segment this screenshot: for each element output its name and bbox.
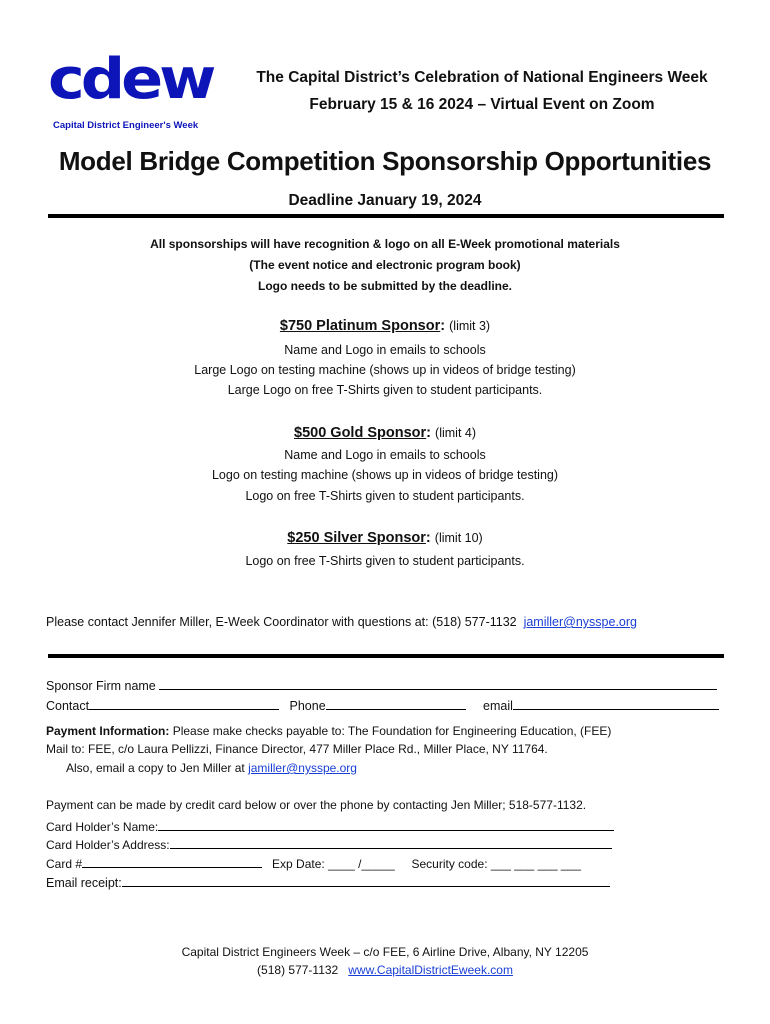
divider-middle bbox=[48, 654, 724, 658]
card-holder-address-row bbox=[46, 836, 612, 852]
footer-contact bbox=[0, 963, 770, 977]
silver-colon: : bbox=[425, 530, 431, 546]
card-holder-name-field[interactable] bbox=[158, 818, 614, 831]
platinum-limit: (limit 3) bbox=[449, 319, 491, 333]
contact-row bbox=[46, 697, 726, 713]
card-number-field[interactable] bbox=[82, 855, 262, 868]
silver-benefit: Logo on free T-Shirts given to student participants. bbox=[245, 554, 525, 568]
card-intro: Payment can be made by credit card below or over the phone by contacting Jen Miller; 518-577-1132. bbox=[46, 798, 587, 812]
contact-field[interactable] bbox=[89, 697, 279, 710]
gold-limit: (limit 4) bbox=[435, 426, 476, 440]
gold-heading bbox=[0, 425, 770, 441]
gold-colon: : bbox=[426, 425, 431, 441]
card-holder-address-field[interactable] bbox=[170, 836, 612, 849]
email-receipt-label: Email receipt: bbox=[46, 876, 122, 890]
header-line-2: February 15 & 16 2024 – Virtual Event on Zoom bbox=[309, 96, 655, 113]
silver-heading bbox=[0, 530, 770, 546]
footer-website-link[interactable]: www.CapitalDistrictEweek.com bbox=[348, 963, 513, 977]
platinum-price: $750 Platinum Sponsor bbox=[279, 318, 441, 334]
platinum-heading bbox=[0, 318, 770, 334]
platinum-colon: : bbox=[440, 318, 446, 334]
exp-date-field[interactable]: Exp Date: ____ /_____ bbox=[272, 857, 395, 871]
platinum-benefit: Large Logo on free T-Shirts given to student participants. bbox=[227, 383, 543, 397]
email-receipt-field[interactable] bbox=[122, 874, 610, 887]
footer-phone: (518) 577-1132 bbox=[257, 963, 339, 977]
intro-line-3: Logo needs to be submitted by the deadline. bbox=[257, 279, 513, 293]
card-holder-name-row bbox=[46, 818, 614, 834]
security-code-field[interactable]: Security code: ___ ___ ___ ___ bbox=[411, 857, 581, 871]
contact-text: Please contact Jennifer Miller, E-Week Coordinator with questions at: (518) 577-1132 bbox=[46, 615, 517, 629]
gold-benefit: Name and Logo in emails to schools bbox=[284, 448, 486, 462]
platinum-benefit: Large Logo on testing machine (shows up in videos of bridge testing) bbox=[194, 363, 576, 377]
contact-line bbox=[46, 615, 637, 629]
divider-top bbox=[48, 214, 724, 218]
phone-label: Phone bbox=[289, 699, 326, 713]
contact-label: Contact bbox=[46, 699, 90, 713]
logo-wordmark: cdew bbox=[48, 45, 213, 112]
logo-subtitle: Capital District Engineer's Week bbox=[53, 120, 199, 131]
silver-limit: (limit 10) bbox=[434, 531, 483, 545]
cdew-logo bbox=[48, 45, 213, 136]
payment-text: Please make checks payable to: The Foundation for Engineering Education, (FEE) bbox=[169, 724, 612, 738]
platinum-benefit: Name and Logo in emails to schools bbox=[284, 343, 486, 357]
firm-label: Sponsor Firm name bbox=[46, 679, 156, 693]
payment-mail: Mail to: FEE, c/o Laura Pellizzi, Finance Director, 477 Miller Place Rd., Miller Place, NY 11764. bbox=[46, 742, 548, 756]
gold-benefit: Logo on testing machine (shows up in videos of bridge testing) bbox=[211, 468, 559, 482]
card-number-label: Card # bbox=[46, 857, 83, 871]
email-field[interactable] bbox=[513, 697, 719, 710]
email-receipt-row bbox=[46, 874, 610, 890]
gold-benefit: Logo on free T-Shirts given to student participants. bbox=[245, 489, 525, 503]
card-holder-address-label: Card Holder’s Address: bbox=[46, 838, 170, 852]
intro-line-2: (The event notice and electronic program book) bbox=[249, 258, 521, 272]
gold-price: $500 Gold Sponsor bbox=[294, 425, 427, 441]
firm-row bbox=[46, 677, 726, 693]
payment-also-text: Also, email a copy to Jen Miller at bbox=[66, 761, 245, 775]
phone-field[interactable] bbox=[326, 697, 466, 710]
footer-address: Capital District Engineers Week – c/o FEE, 6 Airline Drive, Albany, NY 12205 bbox=[181, 945, 589, 959]
silver-price: $250 Silver Sponsor bbox=[287, 530, 426, 546]
payment-also bbox=[66, 761, 357, 775]
page-title: Model Bridge Competition Sponsorship Opportunities bbox=[58, 146, 712, 176]
card-holder-name-label: Card Holder’s Name: bbox=[46, 820, 159, 834]
email-label: email bbox=[483, 699, 513, 713]
card-number-row bbox=[46, 855, 581, 871]
intro-line-1: All sponsorships will have recognition & logo on all E-Week promotional materials bbox=[150, 237, 620, 251]
header-line-1: The Capital District’s Celebration of National Engineers Week bbox=[256, 69, 708, 86]
firm-name-field[interactable] bbox=[159, 677, 717, 690]
deadline: Deadline January 19, 2024 bbox=[288, 192, 482, 209]
payment-label: Payment Information: bbox=[46, 724, 170, 738]
payment-info bbox=[46, 724, 611, 738]
payment-email-link[interactable]: jamiller@nysspe.org bbox=[248, 761, 357, 775]
contact-email-link[interactable]: jamiller@nysspe.org bbox=[523, 615, 637, 629]
